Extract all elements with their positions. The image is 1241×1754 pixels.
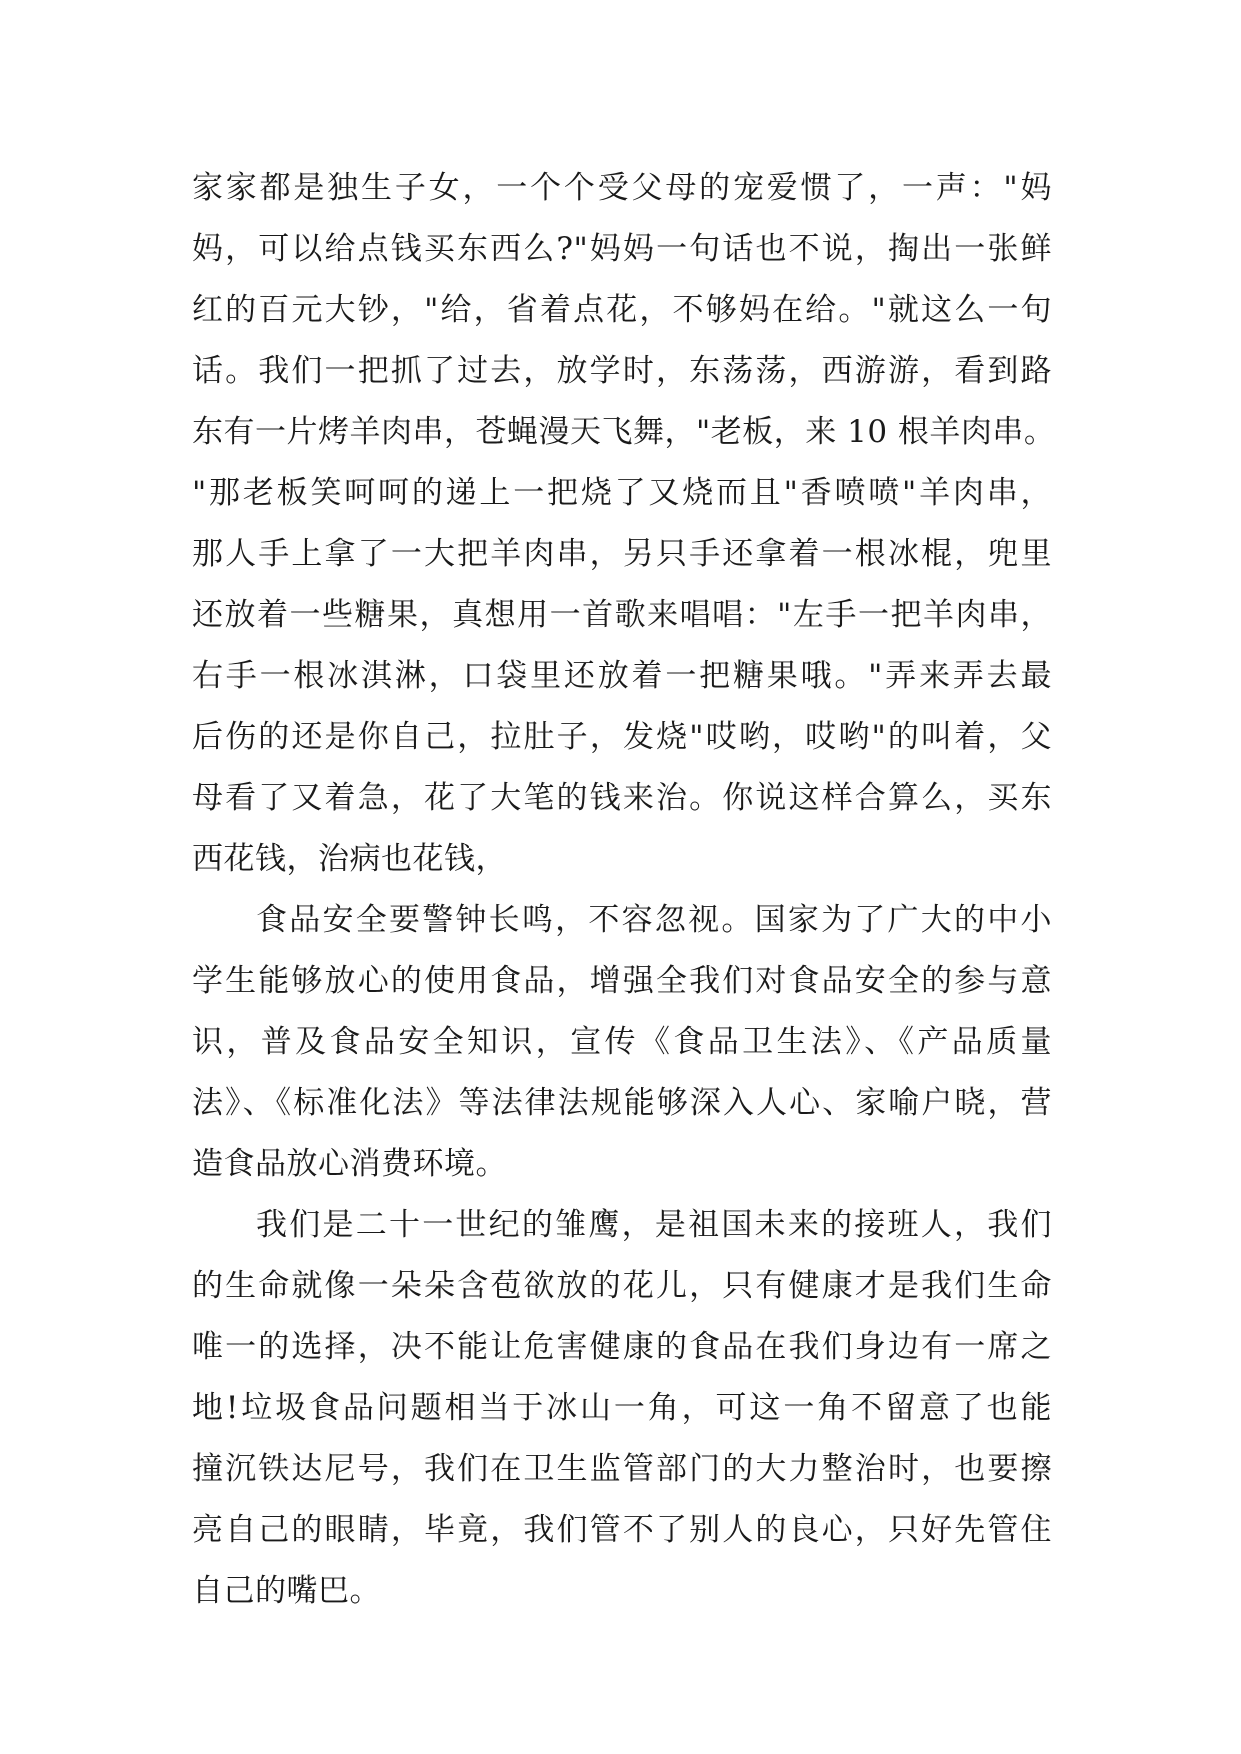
text-line: 造食品放心消费环境。 — [192, 1146, 507, 1182]
paragraph-2 — [192, 890, 1052, 1195]
text-line: 东有一片烤羊肉串，苍蝇漫天飞舞，"老板，来 10 根羊肉串。 — [192, 414, 1056, 450]
text-line: 法》、《标准化法》等法律法规能够深入人心、家喻户晓，营 — [192, 1085, 1052, 1121]
text-line: 学生能够放心的使用食品，增强全我们对食品安全的参与意 — [192, 963, 1052, 999]
text-line: 妈，可以给点钱买东西么?"妈妈一句话也不说，掏出一张鲜 — [192, 231, 1052, 267]
text-line: 自己的嘴巴。 — [192, 1573, 381, 1609]
text-line: 我们是二十一世纪的雏鹰，是祖国未来的接班人，我们 — [256, 1207, 1052, 1243]
text-line: "那老板笑呵呵的递上一把烧了又烧而且"香喷喷"羊肉串， — [192, 475, 1052, 511]
text-line: 母看了又着急，花了大笔的钱来治。你说这样合算么，买东 — [192, 780, 1052, 816]
paragraph-1 — [192, 158, 1056, 890]
text-line: 后伤的还是你自己，拉肚子，发烧"哎哟，哎哟"的叫着，父 — [192, 719, 1052, 755]
text-line: 地!垃圾食品问题相当于冰山一角，可这一角不留意了也能 — [192, 1390, 1052, 1426]
text-line: 那人手上拿了一大把羊肉串，另只手还拿着一根冰棍，兜里 — [192, 536, 1052, 572]
text-line: 家家都是独生子女，一个个受父母的宠爱惯了，一声："妈 — [192, 170, 1052, 206]
text-line: 西花钱，治病也花钱， — [192, 841, 507, 877]
text-line: 食品安全要警钟长鸣，不容忽视。国家为了广大的中小 — [256, 902, 1052, 938]
text-line: 识，普及食品安全知识，宣传《食品卫生法》、《产品质量 — [192, 1024, 1052, 1060]
paragraph-3 — [192, 1195, 1052, 1622]
text-line: 还放着一些糖果，真想用一首歌来唱唱："左手一把羊肉串， — [192, 597, 1052, 633]
text-line: 的生命就像一朵朵含苞欲放的花儿，只有健康才是我们生命 — [192, 1268, 1052, 1304]
text-line: 亮自己的眼睛，毕竟，我们管不了别人的良心，只好先管住 — [192, 1512, 1052, 1548]
document-body — [192, 158, 1056, 1622]
text-line: 撞沉铁达尼号，我们在卫生监管部门的大力整治时，也要擦 — [192, 1451, 1052, 1487]
text-line: 唯一的选择，决不能让危害健康的食品在我们身边有一席之 — [192, 1329, 1052, 1365]
text-line: 红的百元大钞，"给，省着点花，不够妈在给。"就这么一句 — [192, 292, 1052, 328]
text-line: 话。我们一把抓了过去，放学时，东荡荡，西游游，看到路 — [192, 353, 1052, 389]
text-line: 右手一根冰淇淋，口袋里还放着一把糖果哦。"弄来弄去最 — [192, 658, 1052, 694]
